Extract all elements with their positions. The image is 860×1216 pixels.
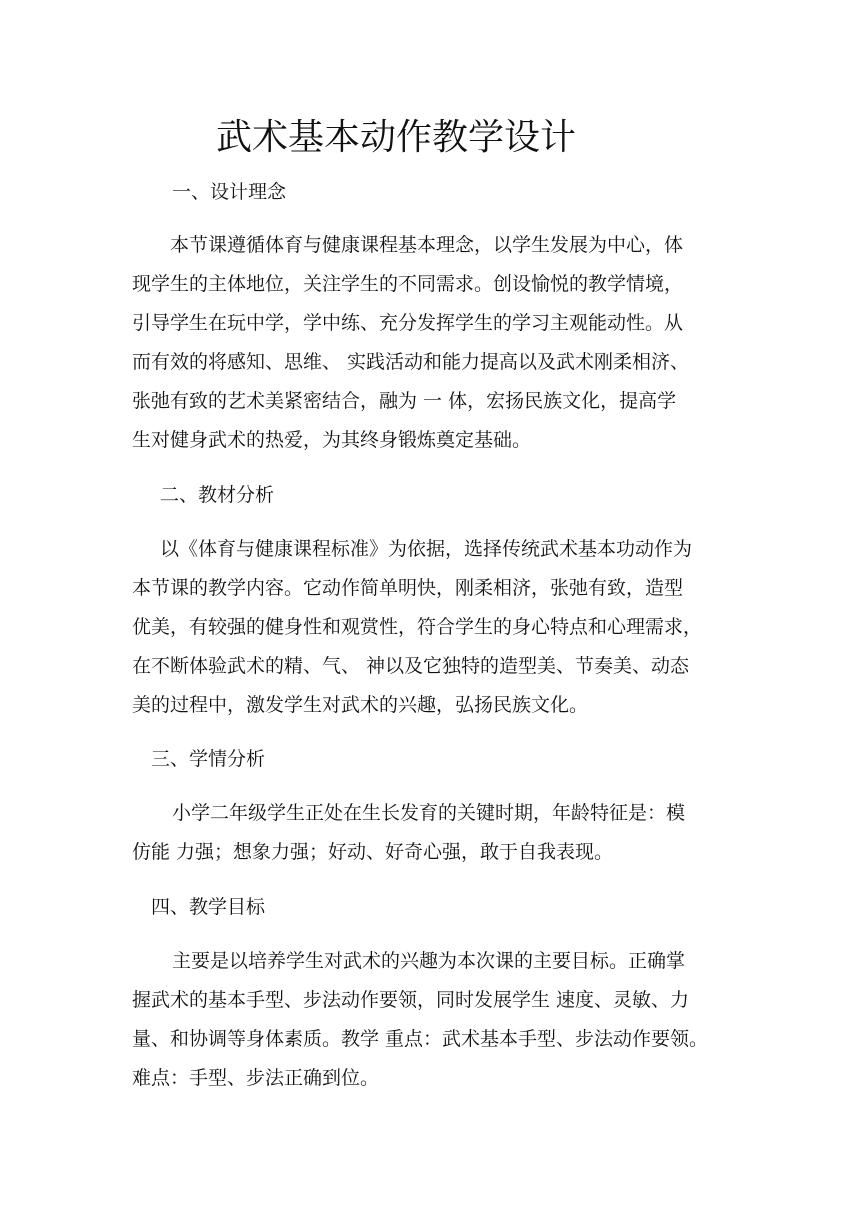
section-heading-design-concept: 一、设计理念 <box>172 181 287 203</box>
paragraph-line: 本节课遵循体育与健康课程基本理念，以学生发展为中心，体 <box>170 234 684 256</box>
paragraph-line: 握武术的基本手型、步法动作要领，同时发展学生 速度、灵敏、力 <box>132 989 690 1011</box>
paragraph-line: 主要是以培养学生对武术的兴趣为本次课的主要目标。正确掌 <box>172 950 686 972</box>
paragraph-line: 张弛有致的艺术美紧密结合，融为 一 体，宏扬民族文化，提高学 <box>132 390 677 412</box>
paragraph-line: 量、和协调等身体素质。教学 重点：武术基本手型、步法动作要领。 <box>132 1028 709 1050</box>
paragraph-line: 引导学生在玩中学，学中练、充分发挥学生的学习主观能动性。从 <box>132 312 684 334</box>
paragraph-line: 小学二年级学生正处在生长发育的关键时期，年龄特征是：模 <box>172 802 686 824</box>
paragraph-line: 难点：手型、步法正确到位。 <box>132 1067 380 1089</box>
paragraph-line: 生对健身武术的热爱，为其终身锻炼奠定基础。 <box>132 429 532 451</box>
section-heading-learner-analysis: 三、学情分析 <box>151 748 266 770</box>
paragraph-line: 仿能 力强；想象力强；好动、好奇心强，敢于自我表现。 <box>132 841 614 863</box>
paragraph-line: 本节课的教学内容。它动作简单明快，刚柔相济，张弛有致，造型 <box>132 577 684 599</box>
section-heading-material-analysis: 二、教材分析 <box>160 484 275 506</box>
section-heading-teaching-goals: 四、教学目标 <box>151 896 266 918</box>
paragraph-line: 美的过程中，激发学生对武术的兴趣，弘扬民族文化。 <box>132 694 589 716</box>
paragraph-line: 以《体育与健康课程标准》为依据，选择传统武术基本功动作为 <box>160 538 693 560</box>
paragraph-line: 现学生的主体地位，关注学生的不同需求。创设愉悦的教学情境， <box>132 273 684 295</box>
paragraph-line: 优美，有较强的健身性和观赏性，符合学生的身心特点和心理需求， <box>132 616 703 638</box>
paragraph-line: 而有效的将感知、思维、 实践活动和能力提高以及武术刚柔相济、 <box>132 351 690 373</box>
paragraph-line: 在不断体验武术的精、气、 神以及它独特的造型美、节奏美、动态 <box>132 655 690 677</box>
document-title: 武术基本动作教学设计 <box>216 117 577 158</box>
